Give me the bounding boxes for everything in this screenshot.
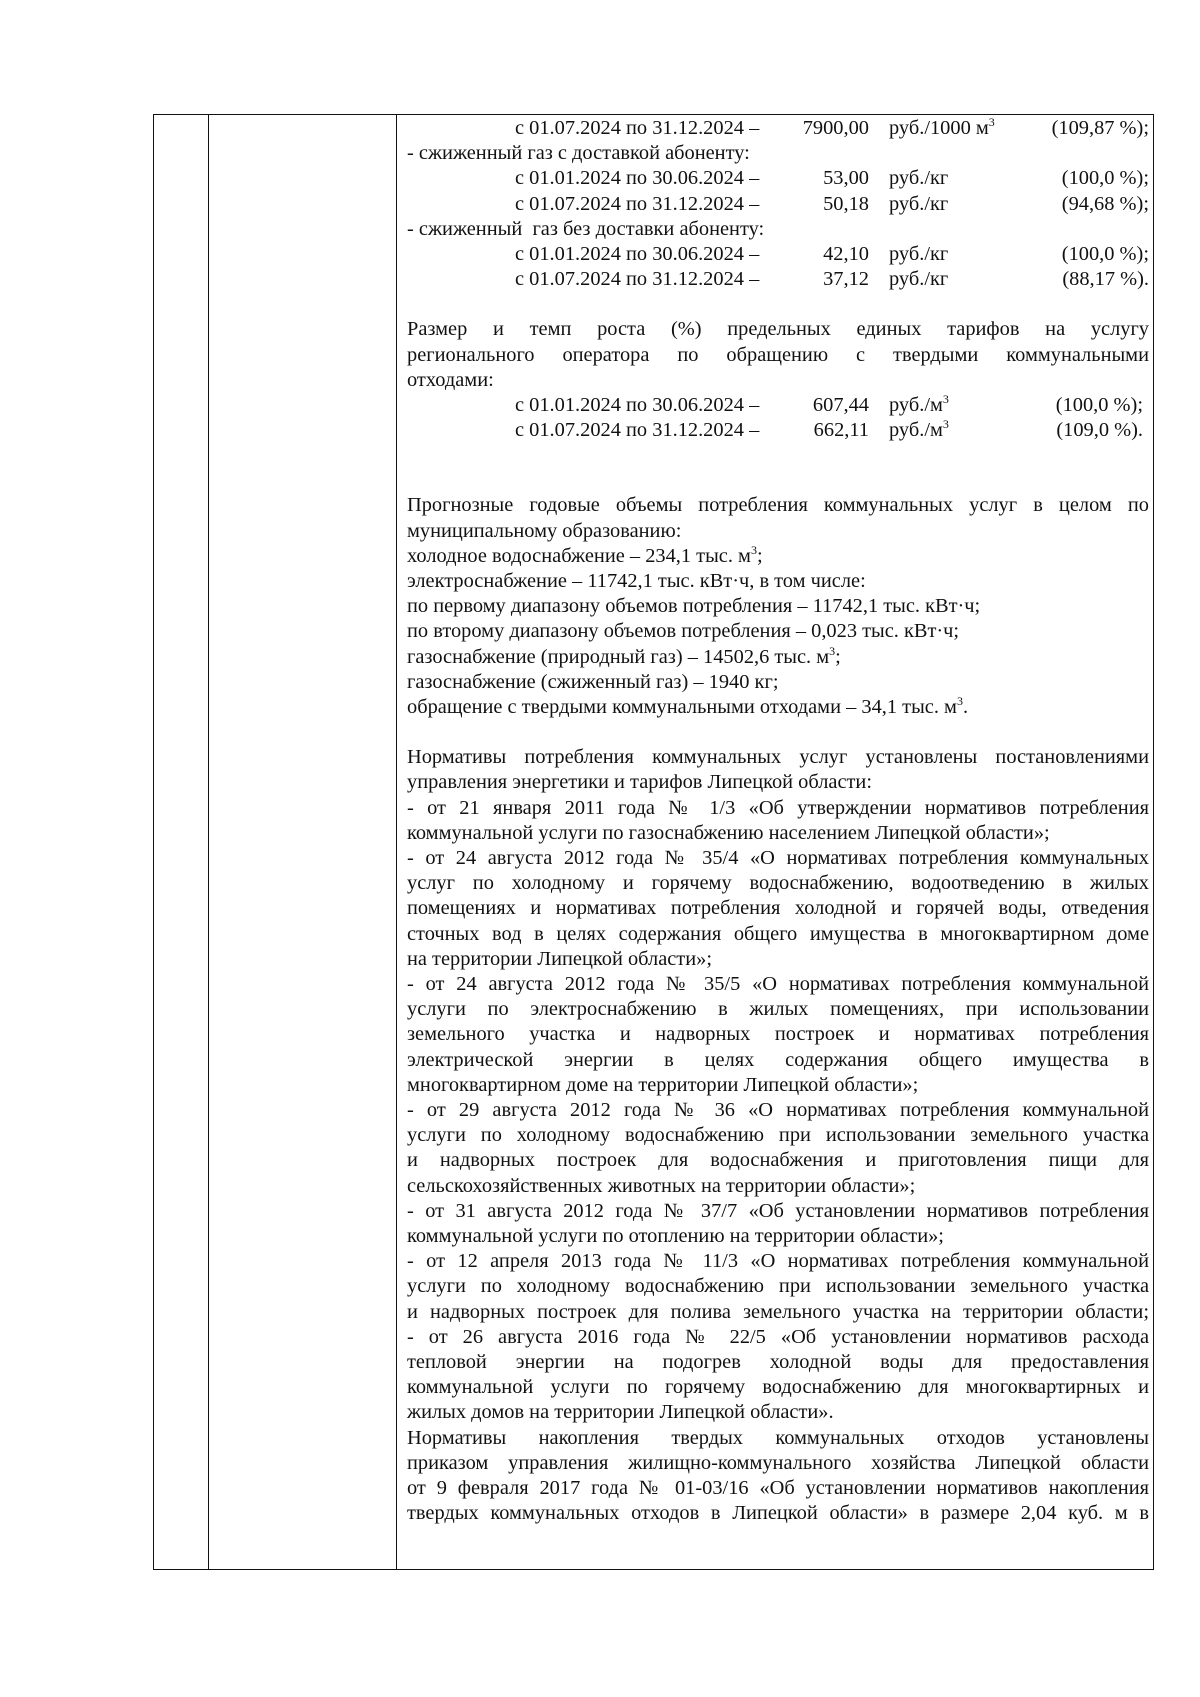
norms-line: управления энергетики и тарифов Липецкой области: — [407, 771, 873, 794]
waste-heading: Размер и темп роста (%) предельных единых тарифов на услугу — [407, 318, 1149, 341]
norms-line: Нормативы накопления твердых коммунальных отходов установлены — [407, 1426, 1149, 1449]
tariff-row: с 01.07.2024 по 31.12.2024 – 662,11 $руб./м^3$ (109,0 %). — [515, 417, 1143, 442]
volume-item: электроснабжение – 11742,1 тыс. кВт·ч, в том числе: — [407, 569, 866, 592]
norms-line: и надворных построек для полива земельного участка на территории области; — [407, 1300, 1149, 1323]
volume-item: по второму диапазону объемов потребления – 0,023 тыс. кВт·ч; — [407, 620, 960, 643]
norms-line: услуг по холодному и горячему водоснабжению, водоотведению в жилых — [407, 872, 1149, 895]
norms-line: помещениях и нормативах потребления холодной и горячей воды, отведения — [407, 897, 1149, 920]
norms-section — [407, 745, 1149, 1526]
norms-line: коммунальной услуги по газоснабжению населением Липецкой области»; — [407, 821, 1050, 844]
norms-line: услуги по холодному водоснабжению при использовании земельного участка — [407, 1275, 1149, 1298]
lg-delivery-heading: - сжиженный газ с доставкой абоненту: — [407, 142, 750, 165]
norms-line: тепловой энергии на подогрев холодной воды для предоставления — [407, 1351, 1149, 1374]
tariff-row: с 01.01.2024 по 30.06.2024 – 42,10 руб./кг (100,0 %); — [515, 242, 1149, 265]
volume-item: по первому диапазону объемов потребления – 11742,1 тыс. кВт·ч; — [407, 595, 981, 618]
norms-line: сточных вод в целях содержания общего имущества в многоквартирном доме — [407, 922, 1149, 945]
norms-line: - от 12 апреля 2013 года № 11/3 «О нормативах потребления коммунальной — [407, 1250, 1149, 1273]
norms-line: многоквартирном доме на территории Липецкой области»; — [407, 1073, 919, 1096]
norms-line: и надворных построек для водоснабжения и приготовления пищи для — [407, 1149, 1149, 1172]
tariff-row: с 01.07.2024 по 31.12.2024 – 37,12 руб./кг (88,17 %). — [515, 268, 1149, 291]
norms-line: коммунальной услуги по отоплению на территории области»; — [407, 1225, 944, 1248]
volume-item: холодное водоснабжение – 234,1 тыс. $м^3$; — [407, 542, 763, 567]
norms-line: коммунальной услуги по горячему водоснабжению для многоквартирных и — [407, 1376, 1149, 1399]
volumes-heading: муниципальному образованию: — [407, 519, 682, 542]
norms-line: на территории Липецкой области»; — [407, 947, 712, 970]
volumes-heading: Прогнозные годовые объемы потребления коммунальных услуг в целом по — [407, 494, 1149, 517]
norms-line: - от 24 августа 2012 года № 35/5 «О нормативах потребления коммунальной — [407, 972, 1149, 995]
norms-line: - от 26 августа 2016 года № 22/5 «Об установлении нормативов расхода — [407, 1325, 1149, 1348]
norms-line: жилых домов на территории Липецкой области». — [407, 1401, 834, 1424]
tariff-row: с 01.07.2024 по 31.12.2024 – 7900,00 руб./1000 $м^3$ (109,87 %); — [515, 115, 1149, 139]
norms-line: от 9 февраля 2017 года № 01-03/16 «Об установлении нормативов накопления — [407, 1477, 1149, 1500]
norms-line: - от 21 января 2011 года № 1/3 «Об утверждении нормативов потребления — [407, 796, 1149, 819]
column-divider-2 — [396, 115, 397, 1569]
norms-line: услуги по электроснабжению в жилых помещениях, при использовании — [407, 998, 1149, 1021]
column-divider-1 — [208, 115, 209, 1569]
content-cell — [407, 116, 1149, 1526]
norms-line: приказом управления жилищно-коммунального хозяйства Липецкой области — [407, 1451, 1149, 1474]
norms-line: земельного участка и надворных построек и нормативах потребления — [407, 1023, 1149, 1046]
norms-line: Нормативы потребления коммунальных услуг установлены постановлениями — [407, 746, 1149, 769]
norms-line: твердых коммунальных отходов в Липецкой области» в размере 2,04 куб. м в — [407, 1502, 1149, 1525]
volume-item: обращение с твердыми коммунальными отходами – 34,1 тыс. $м^3$. — [407, 694, 969, 718]
norms-line: - от 24 августа 2012 года № 35/4 «О нормативах потребления коммунальных — [407, 846, 1149, 869]
lg-nodelivery-heading: - сжиженный газ без доставки абоненту: — [407, 217, 765, 240]
waste-heading: регионального оператора по обращению с твердыми коммунальными — [407, 343, 1149, 366]
volume-item: газоснабжение (природный газ) – 14502,6 тыс. $м^3$; — [407, 643, 841, 668]
volume-item: газоснабжение (сжиженный газ) – 1940 кг; — [407, 670, 779, 693]
norms-line: услуги по холодному водоснабжению при использовании земельного участка — [407, 1124, 1149, 1147]
norms-line: сельскохозяйственных животных на территории области»; — [407, 1174, 916, 1197]
tariff-row: с 01.01.2024 по 30.06.2024 – 53,00 руб./кг (100,0 %); — [515, 167, 1149, 190]
norms-line: - от 29 августа 2012 года № 36 «О нормативах потребления коммунальной — [407, 1099, 1149, 1121]
waste-heading: отходами: — [407, 368, 494, 391]
norms-line: - от 31 августа 2012 года № 37/7 «Об установлении нормативов потребления — [407, 1199, 1149, 1222]
norms-line: электрической энергии в целях содержания общего имущества в — [407, 1048, 1149, 1071]
tariff-row: с 01.07.2024 по 31.12.2024 – 50,18 руб./кг (94,68 %); — [515, 192, 1149, 215]
tariff-row: с 01.01.2024 по 30.06.2024 – 607,44 $руб./м^3$ (100,0 %); — [515, 392, 1143, 416]
